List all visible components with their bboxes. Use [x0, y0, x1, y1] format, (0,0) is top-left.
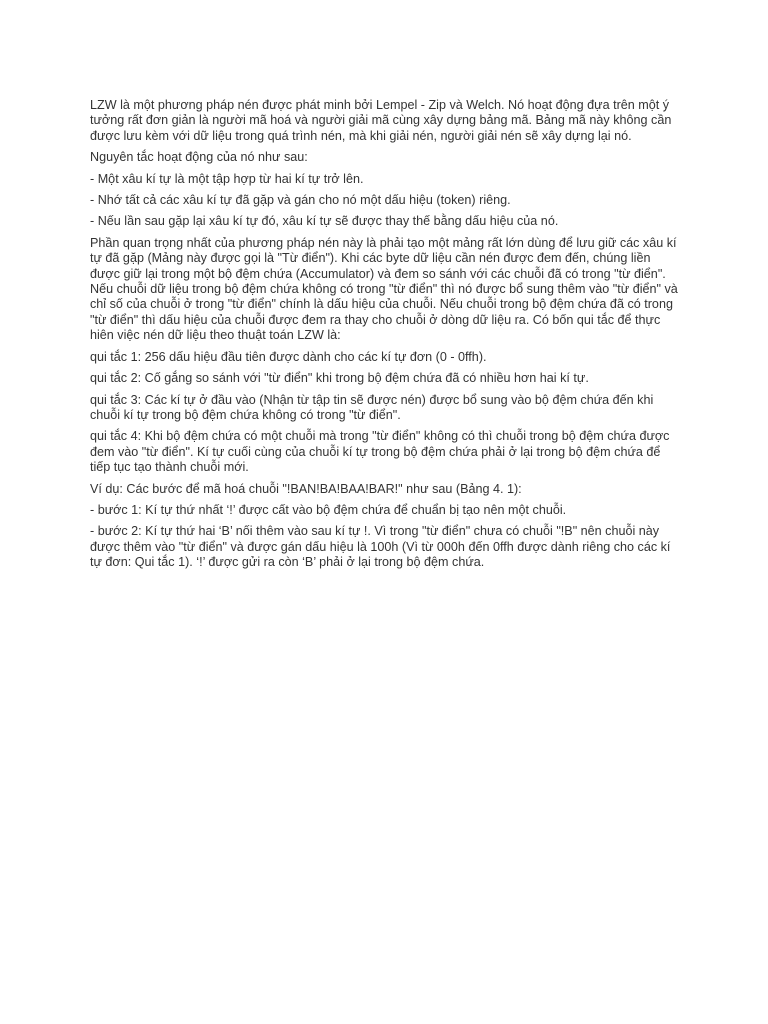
document-body [90, 98, 682, 577]
paragraph-step-1: - bước 1: Kí tự thứ nhất ‘!’ được cất vào bộ đệm chứa để chuẩn bị tạo nên một chuỗi. [90, 502, 567, 517]
paragraph-dictionary: Phần quan trọng nhất của phương pháp nén này là phải tạo một mảng rất lớn dùng để lưu giữ các xâu kí tự đã gặp (Mảng này được gọi là "Từ điển"). Khi các byte dữ liệu cần nén được đem đến, chúng liền được giữ lại trong một bộ đệm chứa (Accumulator) và đem so sánh với các chuỗi đã có trong "từ điển". Nếu chuỗi dữ liệu trong bộ đệm chứa không có trong "từ điển" thì nó được bổ sung thêm vào "từ điển" và chỉ số của chuỗi ở trong "từ điển" chính là dấu hiệu của chuỗi. Nếu chuỗi trong bộ đệm chứa đã có trong "từ điển" thì dấu hiệu của chuỗi được đem ra thay cho chuỗi ở dòng dữ liệu ra. Có bốn qui tắc để thực hiên việc nén dữ liệu theo thuật toán LZW là: [90, 235, 678, 343]
paragraph-principle-heading: Nguyên tắc hoạt động của nó như sau: [90, 150, 308, 165]
paragraph-principle-3: - Nếu lần sau gặp lại xâu kí tự đó, xâu kí tự sẽ được thay thế bằng dấu hiệu của nó. [90, 214, 559, 229]
paragraph-step-2: - bước 2: Kí tự thứ hai ‘B’ nối thêm vào sau kí tự !. Vì trong "từ điển" chưa có chuỗi "!B" nên chuỗi này được thêm vào "từ điển" và được gán dấu hiệu là 100h (Vì từ 000h đến 0ffh được dành riêng cho các kí tự đơn: Qui tắc 1). ‘!’ được gửi ra còn ‘B’ phải ở lại trong bộ đệm chứa. [90, 524, 671, 570]
paragraph-example: Ví dụ: Các bước để mã hoá chuỗi "!BAN!BA!BAA!BAR!" như sau (Bảng 4. 1): [90, 481, 522, 496]
paragraph-principle-1: - Một xâu kí tự là một tập hợp từ hai kí tự trở lên. [90, 171, 364, 186]
paragraph-rule-3: qui tắc 3: Các kí tự ở đầu vào (Nhận từ tập tin sẽ được nén) được bổ sung vào bộ đệm chứa đến khi chuỗi kí tự trong bộ đệm chứa không có trong "từ điển". [90, 392, 654, 422]
paragraph-principle-2: - Nhớ tất cả các xâu kí tự đã gặp và gán cho nó một dấu hiệu (token) riêng. [90, 193, 511, 208]
paragraph-rule-4: qui tắc 4: Khi bộ đệm chứa có một chuỗi mà trong "từ điển" không có thì chuỗi trong bộ đệm chứa được đem vào "từ điển". Kí tự cuối cùng của chuỗi kí tự trong bộ đệm chứa phải ở lại trong bộ đệm chứa để tiếp tục tạo thành chuỗi mới. [90, 429, 670, 475]
paragraph-rule-1: qui tắc 1: 256 dấu hiệu đầu tiên được dành cho các kí tự đơn (0 - 0ffh). [90, 349, 487, 364]
paragraph-intro: LZW là một phương pháp nén được phát minh bởi Lempel - Zip và Welch. Nó hoạt động đựa trên một ý tưởng rất đơn giản là người mã hoá và người giải mã cùng xây dựng bảng mã. Bảng mã này không cần được lưu kèm với dữ liệu trong quá trình nén, mà khi giải nén, người giải nén sẽ xây dựng lại nó. [90, 98, 672, 143]
paragraph-rule-2: qui tắc 2: Cố gắng so sánh với "từ điển" khi trong bộ đệm chứa đã có nhiều hơn hai kí tự. [90, 371, 589, 386]
